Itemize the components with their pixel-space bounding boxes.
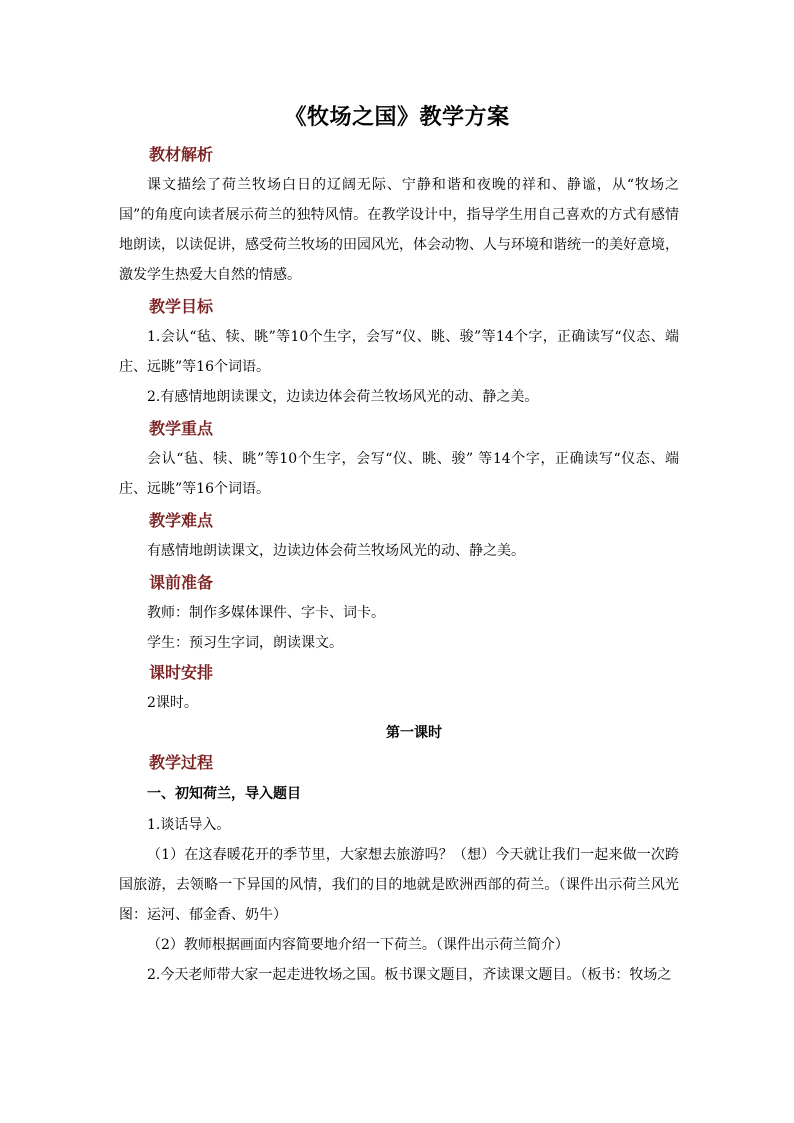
process-step-2: 2.今天老师带大家一起走进牧场之国。板书课文题目，齐读课文题目。（板书：牧场之 [147,967,672,983]
document-title: 《牧场之国》教学方案 [284,104,510,130]
goal-item-2: 2.有感情地朗读课文，边读边体会荷兰牧场风光的动、静之美。 [147,389,539,405]
section-heading-process: 教学过程 [149,753,214,772]
section-heading-goals: 教学目标 [149,297,214,316]
preparation-student: 学生：预习生字词，朗读课文。 [147,635,343,651]
section-heading-difficulties: 教学难点 [149,511,214,530]
analysis-paragraph: 课文描绘了荷兰牧场白日的辽阔无际、宁静和谐和夜晚的祥和、静谧，从“牧场之国”的角度向读者展示荷兰的独特风情。在教学设计中，指导学生用自己喜欢的方式有感情地朗读，以读促讲，感受荷兰牧场的田园风光，体会动物、人与环境和谐统一的美好意境，激发学生热爱大自然的情感。 [119,177,679,283]
section-heading-schedule: 课时安排 [149,663,214,682]
section-heading-keypoints: 教学重点 [149,419,214,438]
process-step-1: 1.谈话导入。 [147,817,231,833]
keypoints-paragraph: 会认“毡、犊、眺”等10个生字，会写“仪、眺、骏” 等14个字，正确读写“仪态、端庄、远眺”等16个词语。 [119,451,679,497]
lesson-heading: 第一课时 [386,725,442,741]
process-part-1-heading: 一、初知荷兰，导入题目 [147,786,301,802]
schedule-paragraph: 2课时。 [147,695,198,711]
section-heading-analysis: 教材解析 [149,145,214,164]
process-step-1b: （2）教师根据画面内容简要地介绍一下荷兰。（课件出示荷兰简介） [147,937,569,953]
preparation-teacher: 教师：制作多媒体课件、字卡、词卡。 [147,605,385,621]
document-body [119,140,679,990]
process-step-1a: （1）在这春暖花开的季节里，大家想去旅游吗？（想）今天就让我们一起来做一次跨国旅游，去领略一下异国的风情，我们的目的地就是欧洲西部的荷兰。（课件出示荷兰风光图：运河、郁金香、奶牛） [119,847,679,923]
goal-item-1: 1.会认“毡、犊、眺”等10个生字，会写“仪、眺、骏”等14个字，正确读写“仪态、端庄、远眺”等16个词语。 [119,329,679,375]
section-heading-preparation: 课前准备 [149,573,214,592]
difficulties-paragraph: 有感情地朗读课文，边读边体会荷兰牧场风光的动、静之美。 [147,543,525,559]
